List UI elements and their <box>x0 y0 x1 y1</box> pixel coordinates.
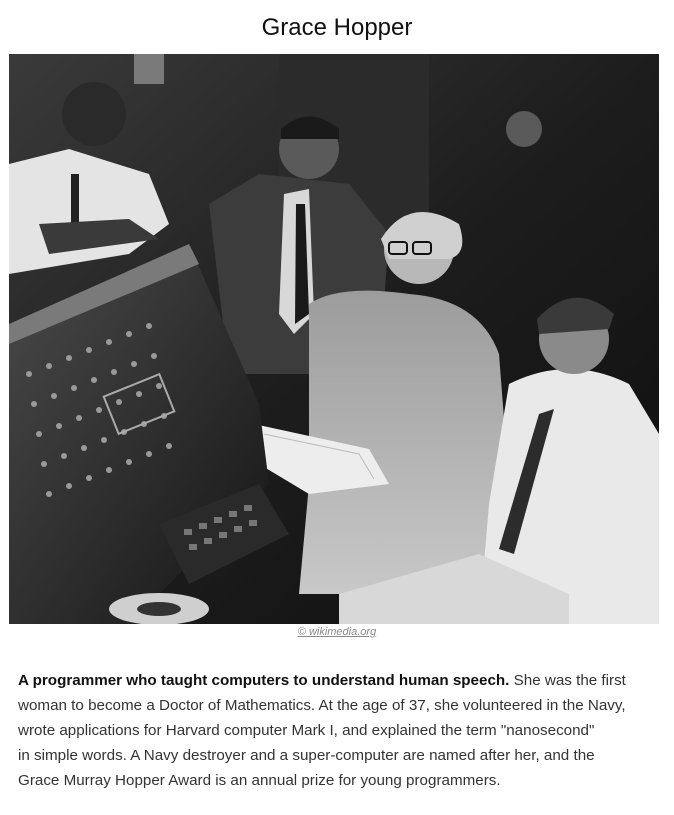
description-line: woman to become a Doctor of Mathematics. At the age of 37, she volunteered in the Navy, <box>18 697 626 714</box>
description-line: She was the first <box>509 672 626 689</box>
description-line: Grace Murray Hopper Award is an annual prize for young programmers. <box>18 772 501 789</box>
description-lead: A programmer who taught computers to understand human speech. <box>18 672 510 689</box>
grace-hopper-photo <box>9 54 659 624</box>
description-line: wrote applications for Harvard computer Mark I, and explained the term "nanosecond" <box>18 722 595 739</box>
description-line: in simple words. A Navy destroyer and a super-computer are named after her, and the <box>18 747 595 764</box>
description-paragraph <box>18 668 662 793</box>
page-title: Grace Hopper <box>261 14 413 41</box>
image-credit-link[interactable]: © wikimedia.org <box>297 626 377 638</box>
